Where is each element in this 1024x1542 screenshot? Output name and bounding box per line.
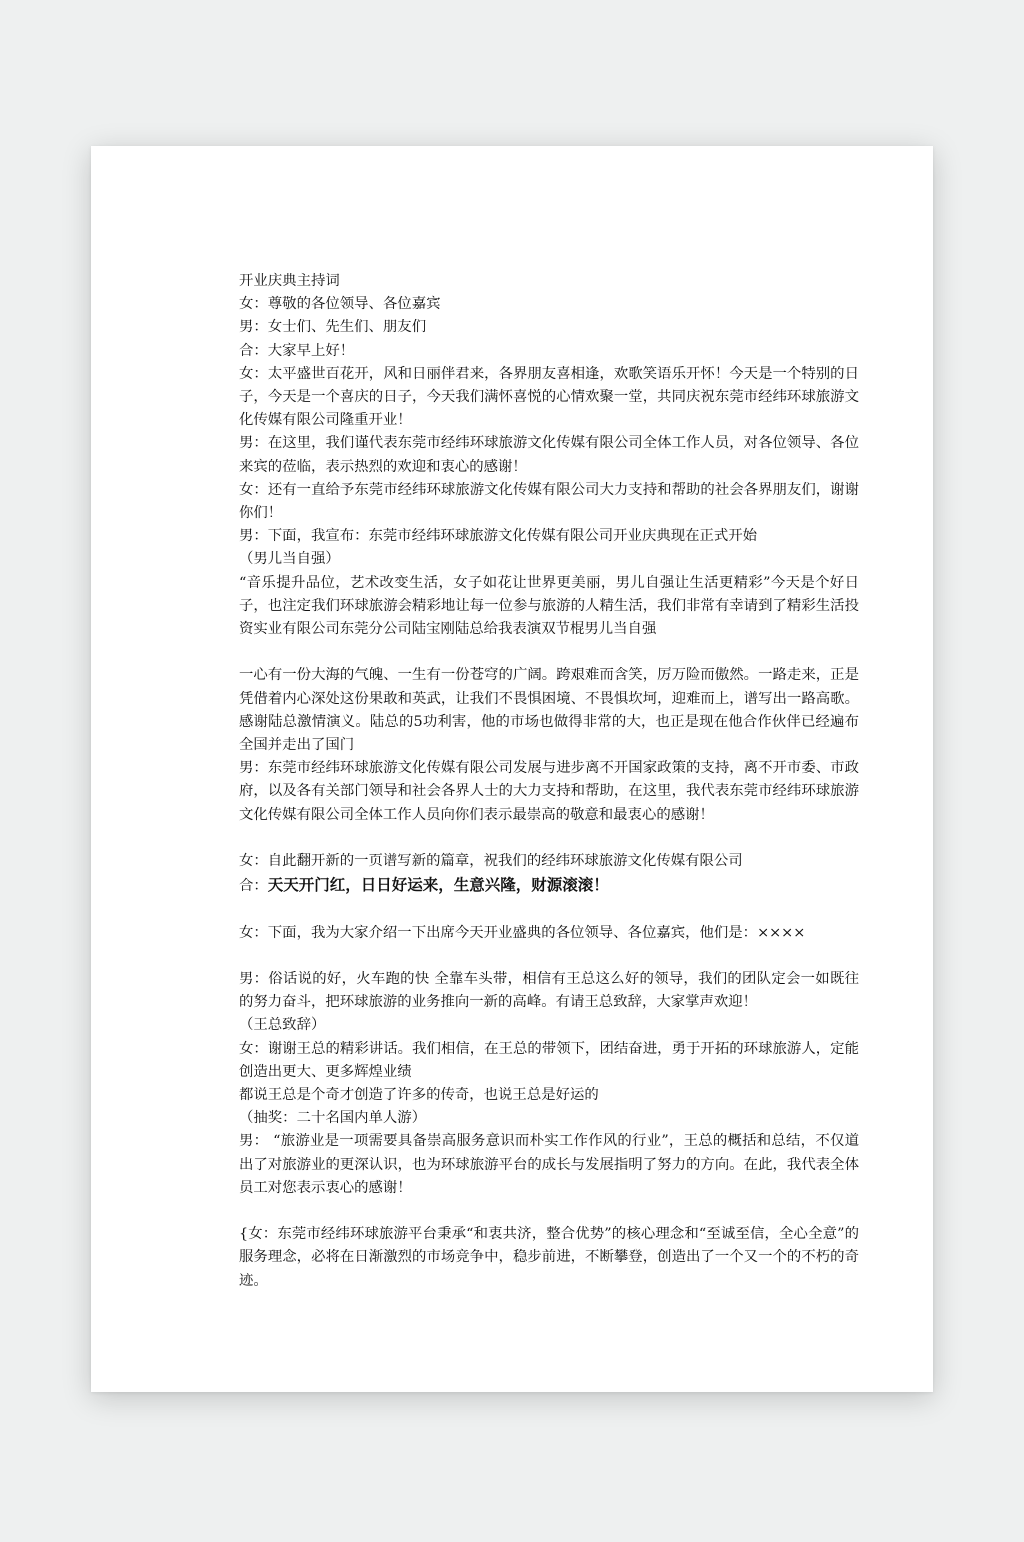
chorus-slogan: 天天开门红，日日好运来，生意兴隆，财源滚滚！: [267, 875, 609, 895]
dialogue-paragraph: {女：东莞市经纬环球旅游平台秉承“和衷共济，整合优势”的核心理念和“至诚至信，全心全意”的服务理念，必将在日渐激烈的市场竞争中，稳步前进，不断攀登，创造出了一个又一个的不朽的奇迹。: [239, 1226, 859, 1289]
stage-direction: （抽奖：二十名国内单人游）: [239, 1110, 427, 1127]
stage-direction: （王总致辞）: [239, 1017, 326, 1034]
dialogue-line: 女：下面，我为大家介绍一下出席今天开业盛典的各位领导、各位嘉宾，他们是：××××: [239, 924, 806, 941]
dialogue-line: 都说王总是个奇才创造了许多的传奇，也说王总是好运的: [239, 1087, 599, 1104]
dialogue-paragraph: 女：谢谢王总的精彩讲话。我们相信，在王总的带领下，团结奋进，勇于开拓的环球旅游人，定能创造出更大、更多辉煌业绩: [239, 1040, 859, 1080]
dialogue-paragraph: 男：在这里，我们谨代表东莞市经纬环球旅游文化传媒有限公司全体工作人员，对各位领导、各位来宾的莅临，表示热烈的欢迎和衷心的感谢！: [239, 435, 859, 475]
chorus-line: [239, 873, 859, 898]
dialogue-line: 男：下面，我宣布：东莞市经纬环球旅游文化传媒有限公司开业庆典现在正式开始: [239, 528, 758, 545]
blank-line: [239, 641, 859, 664]
document-body: [239, 270, 859, 1293]
chorus-speaker: 合：: [239, 878, 268, 895]
dialogue-line: 男：女士们、先生们、朋友们: [239, 319, 427, 336]
blank-line: [239, 898, 859, 921]
dialogue-line: 合：大家早上好！: [239, 342, 355, 359]
blank-line: [239, 1200, 859, 1223]
stage-direction: （男儿当自强）: [239, 551, 340, 568]
dialogue-paragraph: 一心有一份大海的气魄、一生有一份苍穹的广阔。跨艰难而含笑，厉万险而傲然。一路走来，正是凭借着内心深处这份果敢和英武，让我们不畏惧困境、不畏惧坎坷，迎难而上，谱写出一路高歌。感谢陆总激情演义。陆总的5功利害，他的市场也做得非常的大，也正是现在他合作伙伴已经遍布全国并走出了国门: [239, 667, 859, 754]
blank-line: [239, 945, 859, 968]
dialogue-paragraph: 女：太平盛世百花开，风和日丽伴君来，各界朋友喜相逢，欢歌笑语乐开怀！今天是一个特别的日子，今天是一个喜庆的日子，今天我们满怀喜悦的心情欢聚一堂，共同庆祝东莞市经纬环球旅游文化传媒有限公司隆重开业！: [239, 365, 859, 429]
dialogue-line: 女：自此翻开新的一页谱写新的篇章，祝我们的经纬环球旅游文化传媒有限公司: [239, 853, 743, 870]
blank-line: [239, 827, 859, 850]
document-title: 开业庆典主持词: [239, 273, 340, 289]
dialogue-paragraph: “音乐提升品位，艺术改变生活，女子如花让世界更美丽，男儿自强让生活更精彩”今天是个好日子，也注定我们环球旅游会精彩地让每一位参与旅游的人精生活，我们非常有幸请到了精彩生活投资实业有限公司东莞分公司陆宝刚陆总给我表演双节棍男儿当自强: [239, 574, 859, 638]
dialogue-paragraph: 男：东莞市经纬环球旅游文化传媒有限公司发展与进步离不开国家政策的支持，离不开市委、市政府，以及各有关部门领导和社会各界人士的大力支持和帮助，在这里，我代表东莞市经纬环球旅游文化传媒有限公司全体工作人员向你们表示最崇高的敬意和最衷心的感谢！: [239, 760, 859, 823]
dialogue-paragraph: 男： “旅游业是一项需要具备崇高服务意识而朴实工作作风的行业”，王总的概括和总结，不仅道出了对旅游业的更深认识，也为环球旅游平台的成长与发展指明了努力的方向。在此，我代表全体员工对您表示衷心的感谢！: [239, 1133, 859, 1196]
document-page: [91, 146, 933, 1392]
dialogue-paragraph: 女：还有一直给予东莞市经纬环球旅游文化传媒有限公司大力支持和帮助的社会各界朋友们，谢谢你们！: [239, 481, 859, 522]
dialogue-paragraph: 男：俗话说的好，火车跑的快 全靠车头带，相信有王总这么好的领导，我们的团队定会一如既往的努力奋斗，把环球旅游的业务推向一新的高峰。有请王总致辞，大家掌声欢迎！: [239, 971, 859, 1011]
dialogue-line: 女：尊敬的各位领导、各位嘉宾: [239, 296, 441, 313]
